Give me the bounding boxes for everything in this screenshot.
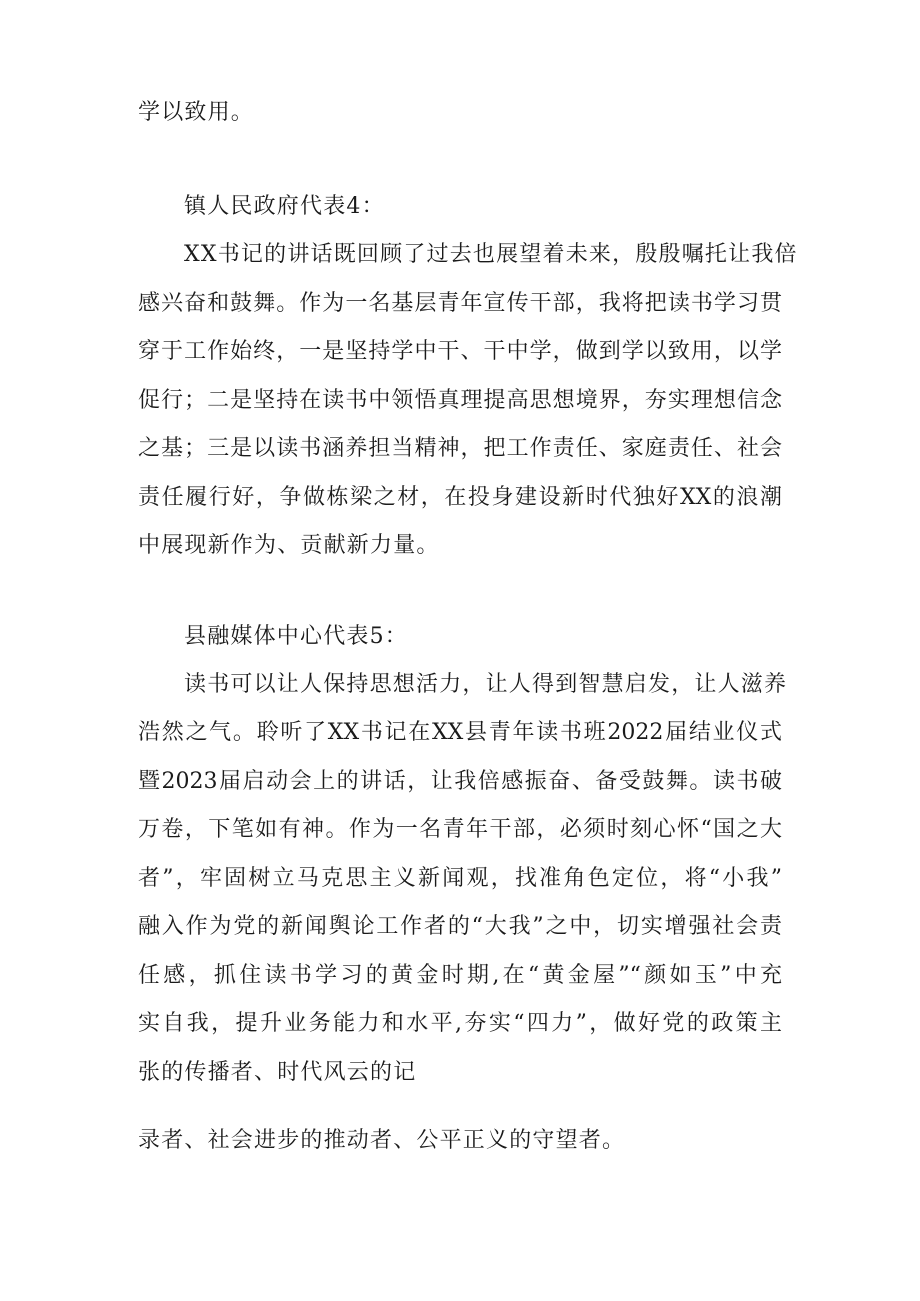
section-heading: 镇人民政府代表4： [184,194,385,219]
text-line: 者”，牢固树立马克思主义新闻观，找准角色定位，将“小我” [138,866,782,891]
text-line: 感兴奋和鼓舞。作为一名基层青年宣传干部，我将把读书学习贯 [138,291,782,316]
text-line: 实自我，提升业务能力和水平,夯实“四力”，做好党的政策主 [138,1011,782,1036]
text-line: 录者、社会进步的推动者、公平正义的守望者。 [138,1128,626,1153]
text-line: 责任履行好，争做栋梁之材，在投身建设新时代独好XX的浪潮 [138,485,782,510]
text-line: 之基；三是以读书涵养担当精神，把工作责任、家庭责任、社会 [138,436,782,461]
text-line: 浩然之气。聆听了XX书记在XX县青年读书班2022届结业仪式 [138,720,782,745]
text-line: 暨2023届启动会上的讲话，让我倍感振奋、备受鼓舞。读书破 [138,769,782,794]
text-line: 穿于工作始终，一是坚持学中干、干中学，做到学以致用，以学 [138,339,782,364]
text-line: 张的传播者、时代风云的记 [138,1060,417,1085]
text-line: XX书记的讲话既回顾了过去也展望着未来，殷殷嘱托让我倍 [184,242,798,267]
text-line: 促行；二是坚持在读书中领悟真理提高思想境界，夯实理想信念 [138,388,782,413]
text-line: 读书可以让人保持思想活力，让人得到智慧启发，让人滋养 [184,672,788,697]
text-line: 融入作为党的新闻舆论工作者的“大我”之中，切实增强社会责 [138,914,782,939]
text-line: 学以致用。 [138,100,255,125]
text-line: 任感，抓住读书学习的黄金时期,在“黄金屋”“颜如玉”中充 [138,963,782,988]
text-line: 万卷，下笔如有神。作为一名青年干部，必须时刻心怀“国之大 [138,817,782,842]
section-heading: 县融媒体中心代表5： [184,624,408,649]
text-line: 中展现新作为、贡献新力量。 [138,533,440,558]
